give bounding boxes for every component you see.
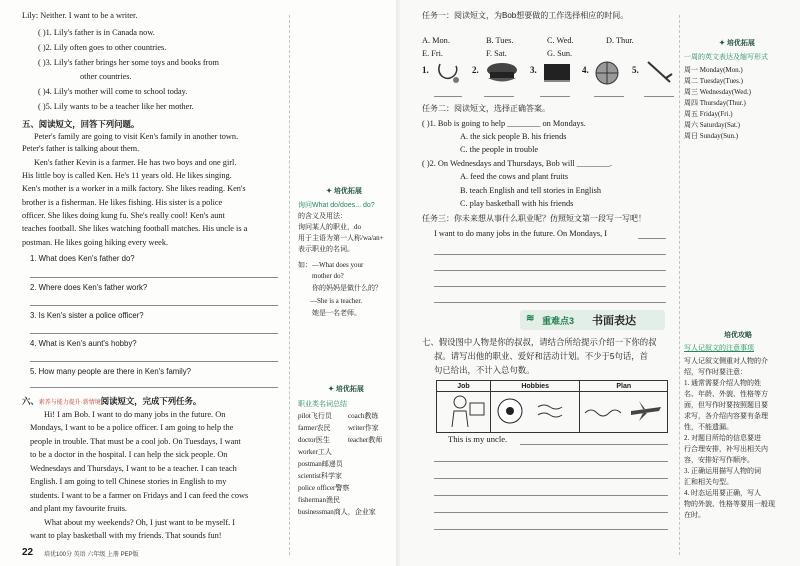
star-icon: ✦ xyxy=(719,40,727,47)
answer-line-4[interactable] xyxy=(30,361,278,362)
answer-line-5[interactable] xyxy=(30,387,278,388)
hobby-icons xyxy=(492,393,578,429)
passage6-line: English. I am going to tell Chinese stories in English to my xyxy=(30,477,227,486)
question-1: 1. What does Ken's father do? xyxy=(30,254,135,263)
job-word: pilot飞行员 xyxy=(298,412,332,420)
writing-line[interactable] xyxy=(434,512,668,513)
section6-prefix: 六、 xyxy=(22,396,39,406)
job-cell xyxy=(437,392,491,433)
answer-line-1[interactable] xyxy=(30,277,278,278)
task3-title: 任务三：你未来想从事什么职业呢？仿照短文第一段写一写吧！ xyxy=(422,214,646,223)
option: F. Sat. xyxy=(486,49,507,58)
section6-title xyxy=(22,395,201,407)
tip-line: 绍，写作时要注意： xyxy=(684,368,747,376)
plan-cell xyxy=(580,392,668,433)
day-item: 周四 Thursday(Thur.) xyxy=(684,99,746,107)
airplane-icon xyxy=(631,401,661,421)
table-header: Plan xyxy=(580,381,668,392)
mc-option: B. teach English and tell stories in English xyxy=(460,186,602,195)
swimming-icon xyxy=(538,405,562,417)
day-item: 周日 Sunday(Sun.) xyxy=(684,132,739,140)
passage6-line: Mondays, I want to be a police officer. I am going to help the xyxy=(30,423,234,432)
section6-tag: 素养与能力提升·新情境 xyxy=(38,400,101,406)
section7-line: 叔。请写出他的职业、爱好和活动计划。不少于5句话，首 xyxy=(434,351,649,361)
tip-line: 行合理安排，补写出相关内 xyxy=(684,445,768,453)
passage6-line: students. I want to be a farmer on Fridays and I can feed the cows xyxy=(30,491,249,500)
job-word: postman邮递员 xyxy=(298,460,343,468)
section7-line: 七、假设图中人物是你的叔叔，请结合所给提示介绍一下你的叔 xyxy=(422,337,657,347)
passage6-line: What about my weekends? Oh, I just want to be myself. I xyxy=(44,518,236,527)
tf-item-2: ( )2. Lily often goes to other countries. xyxy=(38,43,167,52)
tip-line: 1. 通常需要介绍人物的姓 xyxy=(684,379,761,387)
pic-number: 1. xyxy=(422,65,429,75)
blackboard-icon xyxy=(542,60,572,86)
tip-line: 写人记叙文侧重对人物的介 xyxy=(684,357,768,365)
passage6-line: Wednesdays and Thursdays, I want to be a teacher. I can teach xyxy=(30,464,237,473)
job-word: police officer警察 xyxy=(298,484,350,492)
section6-rest: 阅读短文，完成下列任务。 xyxy=(100,396,202,406)
tf-item-3: ( )3. Lily's father brings her some toys and books from xyxy=(38,58,219,67)
passage5-line: Peter's father is talking about them. xyxy=(22,144,140,153)
job-word: farmer农民 xyxy=(298,424,331,432)
pic-number: 3. xyxy=(530,65,537,75)
option: C. Wed. xyxy=(547,36,574,45)
writing-line[interactable] xyxy=(434,529,668,530)
option: D. Thur. xyxy=(606,36,634,45)
banner xyxy=(520,310,665,330)
passage6-line: want to play basketball with my friends. That sounds fun! xyxy=(30,531,222,540)
tip-line: 3. 正确运用描写人物的词 xyxy=(684,467,761,475)
passage6-line: to be a doctor in the hospital. I can help the sick people. On xyxy=(30,450,228,459)
tip-line: 名、年龄、外貌、性格等方 xyxy=(684,390,768,398)
passage5-line: postman. He likes going hiking every week. xyxy=(22,238,169,247)
side-line: 的含义及用法： xyxy=(298,212,347,220)
tip-line: 2. 对题目所给的信息要进 xyxy=(684,434,761,442)
side-box-tips xyxy=(684,330,792,530)
side-line: 如：—What does your xyxy=(298,261,364,269)
tf-item-4: ( )4. Lily's mother will come to school today. xyxy=(38,87,188,96)
passage6-line: people in trouble. That must be a cool job. On Tuesdays, I want xyxy=(30,437,241,446)
job-word: doctor医生 xyxy=(298,436,330,444)
job-word: coach教练 xyxy=(348,412,379,420)
star-icon: ✦ xyxy=(328,386,336,393)
pic-number: 2. xyxy=(472,65,479,75)
day-item: 周一 Monday(Mon.) xyxy=(684,66,743,74)
side-box-subtitle: 询问What do/does... do? xyxy=(298,202,375,209)
page-number: 22 xyxy=(22,547,34,558)
wave-icon: ≋ xyxy=(526,313,535,324)
day-item: 周六 Saturday(Sat.) xyxy=(684,121,740,129)
writing-line[interactable] xyxy=(434,270,666,271)
tip-line: 求写，各介绍内容要有条理 xyxy=(684,412,768,420)
teacher-figure-icon xyxy=(438,393,488,429)
margin-divider xyxy=(679,15,680,555)
option: E. Fri. xyxy=(422,49,443,58)
footer-text: 培优100分 英语 六年级 上册 PEP版 xyxy=(44,552,139,558)
passage5-line: teaches football. She likes watching football matches. His uncle is a xyxy=(22,224,248,233)
mc-option: C. play basketball with his friends xyxy=(460,199,574,208)
mc-options-1b: C. the people in trouble xyxy=(460,145,539,154)
passage5-line: Ken's mother is a worker in a milk factory. She likes reading. Ken's xyxy=(22,184,246,193)
tip-line: 性，不能遗漏。 xyxy=(684,423,733,431)
side-line: 她是一名老师。 xyxy=(312,309,361,317)
passage5-line: brother is a fisherman. He likes fishing. His sister is a police xyxy=(22,198,223,207)
answer-line-pic3[interactable] xyxy=(540,96,570,97)
side-box-subtitle: 职业类名词总结 xyxy=(298,401,347,408)
stethoscope-icon xyxy=(434,60,464,86)
job-word: writer作家 xyxy=(348,424,379,432)
answer-line-3[interactable] xyxy=(30,333,278,334)
pic-number: 5. xyxy=(632,65,639,75)
uncle-start: This is my uncle. xyxy=(448,434,508,444)
question-3: 3. Is Ken's sister a police officer? xyxy=(30,311,144,320)
side-box-title: ✦ 培优拓展 xyxy=(719,40,755,47)
tip-line: 面，但写作时要按照题目要 xyxy=(684,401,768,409)
answer-line-pic2[interactable] xyxy=(484,96,514,97)
writing-line[interactable] xyxy=(434,495,668,496)
passage6-line: Hi! I am Bob. I want to do many jobs in the future. On xyxy=(44,410,226,419)
side-box-subtitle: 写人记叙文的注意事项 xyxy=(684,345,754,352)
option: B. Tues. xyxy=(486,36,514,45)
banner-title: 书面表达 xyxy=(592,315,636,327)
side-line: 你的妈妈是做什么的？ xyxy=(312,284,382,292)
basketball-icon xyxy=(594,60,622,86)
section5-title: 五、阅读短文，回答下列问题。 xyxy=(22,119,140,129)
tip-line: 汇和相关句型。 xyxy=(684,478,733,486)
side-line: mother do? xyxy=(312,272,344,280)
side-box-days xyxy=(684,38,790,148)
side-box-subtitle: 一周的英文表达及缩写形式 xyxy=(684,54,768,61)
table-header: Job xyxy=(437,381,491,392)
table-header: Hobbies xyxy=(490,381,580,392)
banner-key: 重难点3 xyxy=(542,316,575,326)
right-page xyxy=(400,0,800,566)
writing-line[interactable] xyxy=(434,286,666,287)
passage5-line: Peter's family are going to visit Ken's family in another town. xyxy=(34,132,239,141)
waves-icon xyxy=(585,410,621,416)
mc-option: A. feed the cows and plant fruits xyxy=(460,172,569,181)
side-line: —She is a teacher. xyxy=(310,297,363,305)
uncle-info-table xyxy=(436,380,668,433)
task1-title: 任务一：阅读短文，为Bob想要做的工作选择相应的时间。 xyxy=(422,11,629,20)
star-icon: ✦ xyxy=(326,188,334,195)
plan-icons xyxy=(581,393,665,429)
passage5-line: officer. She likes doing kung fu. She's really cool! Ken's aunt xyxy=(22,211,225,220)
job-word: businessman商人，企业家 xyxy=(298,508,376,516)
tf-item-1: ( )1. Lily's father is in Canada now. xyxy=(38,28,155,37)
answer-line-pic5[interactable] xyxy=(644,96,674,97)
day-item: 周二 Tuesday(Tues.) xyxy=(684,77,743,85)
answer-line-pic4[interactable] xyxy=(594,96,624,97)
mc-options-1: A. the sick people B. his friends xyxy=(460,132,567,141)
passage5-line: His little boy is called Ken. He's 11 years old. He likes singing. xyxy=(22,171,232,180)
side-box-title: ✦ 培优拓展 xyxy=(326,188,362,195)
pic-number: 4. xyxy=(582,65,589,75)
writing-line[interactable] xyxy=(434,254,666,255)
margin-divider xyxy=(289,15,290,555)
side-line: 询问某人的职业，do xyxy=(298,223,361,231)
answer-line-2[interactable] xyxy=(30,305,278,306)
answer-line-pic1[interactable] xyxy=(434,96,462,97)
passage6-line: and plant my favourite fruits. xyxy=(30,504,128,513)
day-item: 周五 Friday(Fri.) xyxy=(684,110,733,118)
mc-question-1: ( )1. Bob is going to help ________ on Mondays. xyxy=(422,119,586,128)
question-5: 5. How many people are there in Ken's family? xyxy=(30,367,191,376)
option: G. Sun. xyxy=(547,49,573,58)
writing-line[interactable] xyxy=(434,478,668,479)
side-box-title: ✦ 培优拓展 xyxy=(328,386,364,393)
task3-start: I want to do many jobs in the future. On Mondays, I xyxy=(434,229,608,238)
side-box-title: 培优攻略 xyxy=(724,332,752,339)
tip-line: 容，安排好写作顺序。 xyxy=(684,456,754,464)
question-4: 4. What is Ken's aunt's hobby? xyxy=(30,339,137,348)
hobbies-cell xyxy=(490,392,580,433)
job-word: worker工人 xyxy=(298,448,332,456)
question-2: 2. Where does Ken's father work? xyxy=(30,283,148,292)
lily-line: Lily: Neither. I want to be a writer. xyxy=(22,11,138,20)
job-word: scientist科学家 xyxy=(298,472,342,480)
side-line: 用于主语为第一人称/wa/an+ xyxy=(298,234,384,242)
task2-title: 任务二：阅读短文，选择正确答案。 xyxy=(422,104,550,113)
job-word: teacher教师 xyxy=(348,436,383,444)
garden-tool-icon xyxy=(644,58,674,86)
writing-line[interactable] xyxy=(434,461,668,462)
writing-line[interactable] xyxy=(638,238,666,239)
police-cap-icon xyxy=(484,58,520,86)
mc-question-2: ( )2. On Wednesdays and Thursdays, Bob will ________. xyxy=(422,159,613,168)
side-line: 表示职业的名词。 xyxy=(298,245,354,253)
day-item: 周三 Wednesday(Wed.) xyxy=(684,88,751,96)
job-word: fisherman渔民 xyxy=(298,496,340,504)
tip-line: 在时。 xyxy=(684,511,705,519)
tip-line: 物的外貌、性格等要用一般现 xyxy=(684,500,775,508)
section7-line: 句已给出，不计入总句数。 xyxy=(434,365,535,375)
tf-item-3-cont: other countries. xyxy=(80,72,132,81)
side-box-grammar xyxy=(298,184,390,334)
tf-item-5: ( )5. Lily wants to be a teacher like her mother. xyxy=(38,102,194,111)
side-box-jobs xyxy=(298,382,394,522)
tip-line: 4. 时态运用要正确，写人 xyxy=(684,489,761,497)
passage5-line: Ken's father Kevin is a farmer. He has two boys and one girl. xyxy=(34,158,237,167)
option: A. Mon. xyxy=(422,36,450,45)
writing-line[interactable] xyxy=(434,302,666,303)
writing-line[interactable] xyxy=(520,444,668,445)
